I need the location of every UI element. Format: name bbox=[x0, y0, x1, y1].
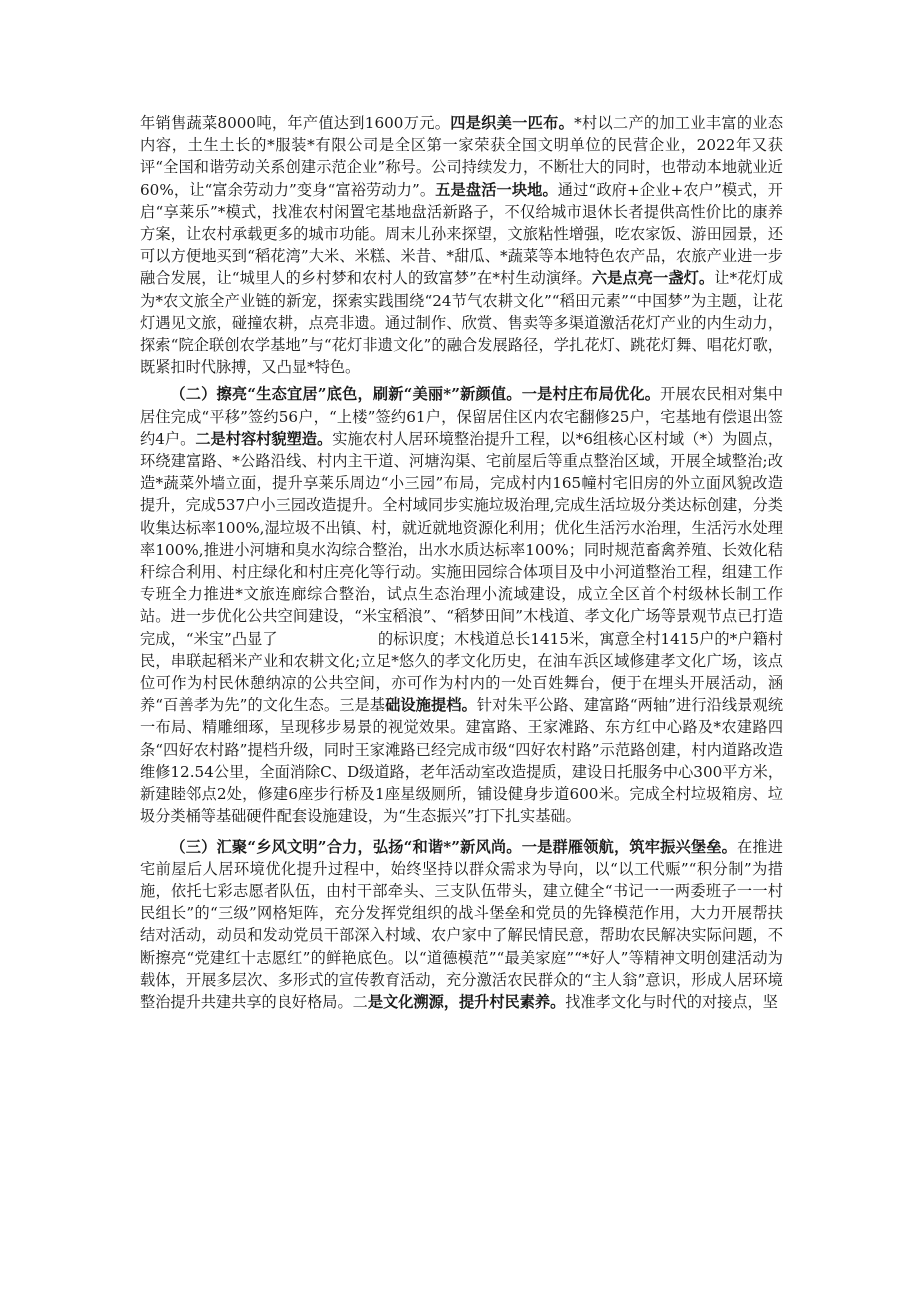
paragraph-industry bbox=[140, 112, 783, 378]
text-run: 找准孝文化与时代的对接点，坚 bbox=[565, 992, 778, 1011]
text-run: 让*花灯成为*农文旅全产业链的新宠，探索实践围绕“24节气农耕文化”“稻田元素”“中国梦”为主题，让花灯遇见文旅，碰撞农耕，点亮非遗。通过制作、欣赏、售卖等多渠道激活花灯产业的内生动力，探索“院企联创农学基地”与“花灯非遗文化”的融合发展路径，学扎花灯、跳花灯舞、唱花灯歌，既紧扣时代脉搏，又凸显*特色。 bbox=[140, 269, 784, 377]
text-run: 开展农民相对集中居住完成“平移”签约56户，“上楼”签约61户，保留居住区内农宅翻修25户，宅基地有偿退出签约4户。 bbox=[140, 385, 784, 448]
text-run: 在推进宅前屋后人居环境优化提升过程中，始终坚持以群众需求为导向，以“以工代赈”“积分制”为措施，依托七彩志愿者队伍，由村干部牵头、三支队伍带头，建立健全“书记一一两委班子一一村民组长”的“三级”网格矩阵，充分发挥党组织的战斗堡垒和党员的先锋模范作用，大力开展帮扶结对活动，动员和发动党员干部深入村域、农户家中了解民情民意，帮助农民解决实际问题，不断擦亮“党建红十志愿红”的鲜艳底色。以“道德模范”“最美家庭”“*好人”等精神文明创建活动为载体，开展多层次、多形式的宣传教育活动，充分激活农民群众的“主人翁”意识，形成人居环境整治提升共建共享的良好格局。二 bbox=[140, 837, 783, 1011]
text-run: 年销售蔬菜8000吨，年产值达到1600万元。 bbox=[140, 114, 451, 132]
bold-heading-lantern: 六是点亮一盏灯。 bbox=[591, 269, 715, 288]
paragraph-ecology bbox=[140, 383, 783, 827]
bold-heading-weave: 四是织美一匹布。 bbox=[450, 114, 575, 132]
text-run: *村以二产的加工业丰富的业态内容，土生土长的*服装*有限公司是全区第一家荣获全国文明单位的民营企业，2022年又获评“全国和谐劳动关系创建示范企业”称号。公司持续发力，不断壮大的同时，也带动本地就业近60%，让“富余劳动力”变身“富裕劳动力”。 bbox=[140, 114, 784, 199]
bold-heading-land: 五是盘活一块地。 bbox=[435, 180, 558, 199]
section-heading-ecology: （二）擦亮“生态宜居”底色，刷新“美丽*”新颜值。一是村庄布局优化。 bbox=[170, 385, 661, 404]
document-body bbox=[140, 112, 783, 1013]
bold-heading-village-look: 二是村容村貌塑造。 bbox=[195, 429, 333, 448]
section-heading-civility: （三）汇聚“乡风文明”合力，弘扬“和谐*”新风尚。一是群雁领航，筑牢振兴堡垒。 bbox=[170, 837, 738, 856]
text-run: 实施农村人居环境整治提升工程，以*6组核心区村域（*）为圆点，环绕建富路、*公路沿线、村内主干道、河塘沟渠、宅前屋后等重点整治区域，开展全域整治;改造*蔬菜外墙立面，提升享莱乐周边“小三园”布局，完成村内165幢村宅旧房的外立面风貌改造提升，完成537户小三园改造提升。全村域同步实施垃圾治理,完成生活垃圾分类达标创建，分类收集达标率100%,湿垃圾不出镇、村，就近就地资源化利用；优化生活污水治理，生活污水处理率100%,推进小河塘和臭水沟综合整治，出水水质达标率100%；同时规范畜禽养殖、长效化秸秆综合利用、村庄绿化和村庄亮化等行动。实施田园综合体项目及中小河道整治工程，组建工作专班全力推进*文旅连廊综合整治，试点生态治理小流域建设，成立全区首个村级林长制工作站。进一步优化公共空间建设，“米宝稻浪”、“稻梦田间”木栈道、孝文化广场等景观节点已打造完成，“米宝”凸显了 bbox=[140, 429, 784, 648]
paragraph-civility bbox=[140, 836, 783, 1014]
bold-heading-culture: 是文化溯源，提升村民素养。 bbox=[367, 992, 566, 1011]
text-run: 通过“政府+企业+农户”模式，开启“享莱乐”*模式，找准农村闲置宅基地盘活新路子，不仅给城市退休长者提供高性价比的康养方案，让农村承载更多的城市功能。周末儿孙来探望，文旅粘性增强，吃农家饭、游田园景，还可以方便地买到“稻花湾”大米、米糕、米昔、*甜瓜、*蔬菜等本地特色农产品，农旅产业进一步融合发展，让“城里人的乡村梦和农村人的致富梦”在*村生动演绎。 bbox=[140, 180, 783, 288]
bold-heading-infrastructure: 础设施提档。 bbox=[385, 696, 477, 715]
text-run: 的标识度；木栈道总长1415米，寓意全村1415户的*户籍村民，串联起稻米产业和农耕文化;立足*悠久的孝文化历史，在油车浜区域修建孝文化广场，该点位可作为村民休憩纳凉的公共空间，亦可作为村内的一处百姓舞台，便于在埋头开展活动，涵养“百善孝为先”的文化生态。三是基 bbox=[140, 629, 783, 715]
text-run: 针对朱平公路、建富路“两轴”进行沿线景观统一布局、精雕细琢，呈现移步易景的视觉效果。建富路、王家滩路、东方红中心路及*农建路四条“四好农村路”提档升级，同时王家滩路已经完成市级“四好农村路”示范路创建，村内道路改造维修12.54公里，全面消除C、D级道路，老年活动室改造提质，建设日托服务中心300平方米，新建睦邻点2处，修建6座步行桥及1座星级厕所，铺设健身步道600米。完成全村垃圾箱房、垃圾分类桶等基础硬件配套设施建设，为“生态振兴”打下扎实基础。 bbox=[140, 696, 784, 826]
